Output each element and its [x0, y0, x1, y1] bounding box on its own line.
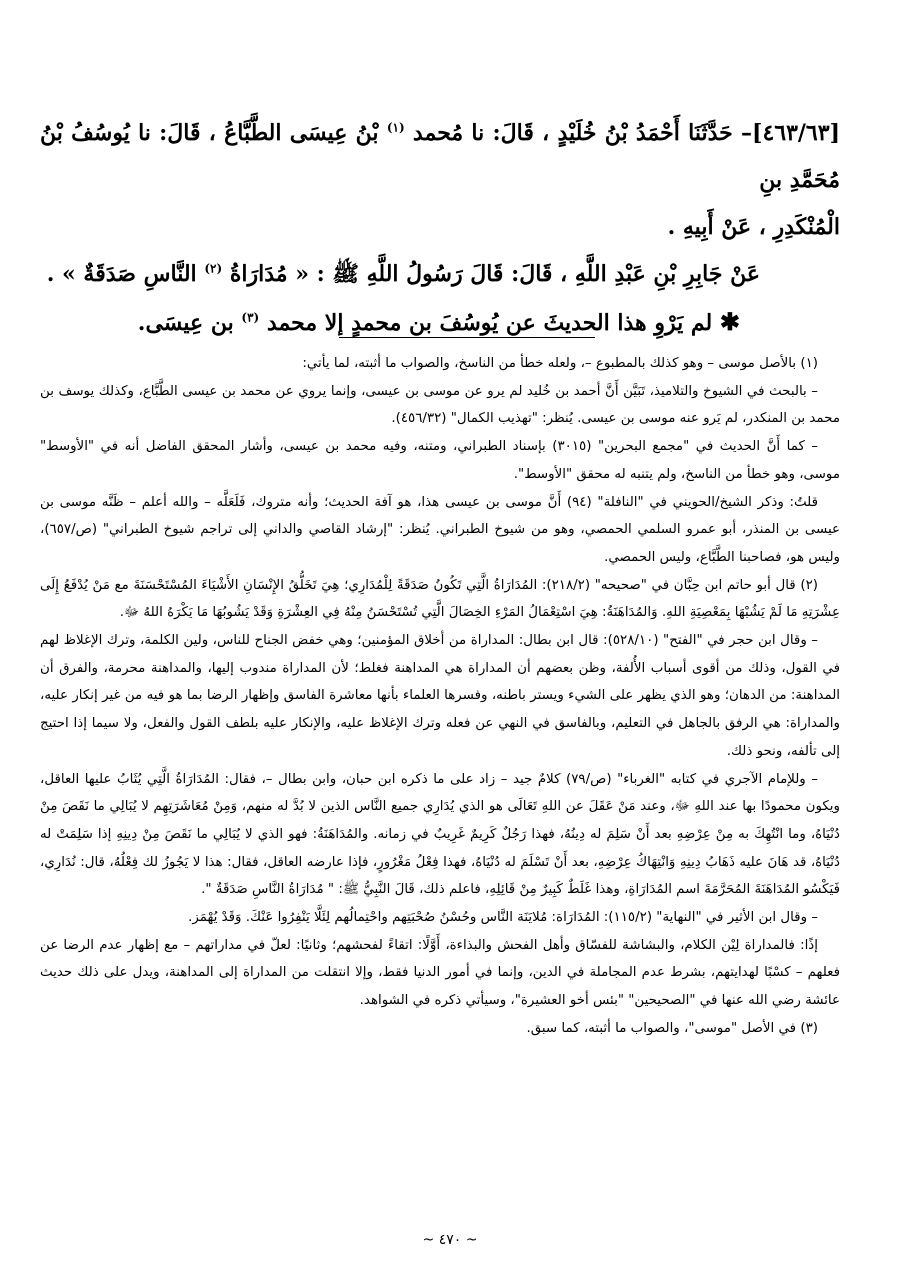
author-comment: ✱ لم يَرْوِ هذا الحديثَ عن يُوسُفَ بن محمدٍ إلا محمد $^{(٣)}$ بن عِيسَى. — [137, 307, 740, 336]
hadith-isnad-line-1: [٤٦٣/٦٣]– حَدَّثَنَا أَحْمَدُ بْنُ خُلَيْدٍ ، قَالَ: نا مُحمد $^{(١)}$ بْنُ عِيسَى الطَّبَّاعُ ، قَالَ: نا يُوسُفُ بْنُ مُحَمَّدِ بنِ — [40, 120, 840, 193]
hadith-text — [40, 110, 840, 347]
footnote-paragraph: (١) بالأصل موسى – وهو كذلك بالمطبوع –، ولعله خطأ من الناسخ، والصواب ما أثبته، لما يأتي: — [302, 356, 818, 371]
page-number: ~ ٤٧٠ ~ — [422, 1232, 478, 1248]
footnote-divider — [339, 337, 595, 338]
footnote-paragraph: (٣) في الأصل "موسى"، والصواب ما أثبته، كما سبق. — [526, 1020, 818, 1036]
footnote-paragraph: – وللإمام الآجري في كتابه "الغرباء" (ص/٧٩) كلامٌ جيد – زاد على ما ذكره ابن حبان، وابن بطال –، فقال: المُدَارَاةُ الَّتِي يُثَابُ عليها العاقل، ويكون محمودًا بها عند اللهِ ﷻ، وعند مَنْ عَقَلَ عن اللهِ تَعَالَى هو الذي يُدَارِي جميع النَّاس الذين لا بُدَّ له منهم، وَمِنْ مُعَاشَرَتِهِم لا يُبَالِي ما نَقَصَ مِنْ دُنْيَاهُ، وما انْتُهِكَ به مِنْ عِرْضِهِ بعد أَنْ سَلِمَ له دِينُهُ، فهذا رَجُلٌ كَرِيمٌ غَرِيبٌ في زمانه. والمُدَاهَنَةُ: فهو الذي لا يُبَالِي ما نَقَصَ مِنْ دِينِهِ إذا سَلِمَتْ له دُنْيَاهُ، قد هَانَ عليه ذَهَابُ دِينِهِ وَانْتِهَاكُ عِرْضِهِ، بعد أَنْ تَسْلَمَ له دُنْيَاهُ، فهذا فِعْلُ مَغْرُورٍ، فإذا عارضه العاقل، فقال: هذا لا يَجُوزُ لك فِعْلُهُ، قال: نُدَارِي، فَيَكْسُو المُدَاهَنَةَ المُحَرَّمَةَ اسم المُدَارَاةِ، وهذا غَلَطٌ كَبِيرٌ مِنْ قَائِلِهِ، فاعلم ذلك، قَالَ النَّبِيُّ ﷺ: " مُدَارَاةُ النَّاسِ صَدَقَةٌ ". — [40, 771, 840, 898]
footnotes-section — [40, 350, 840, 1043]
footnote-paragraph: – كما أَنَّ الحديث في "مجمع البحرين" (٣٠١٥) بإسناد الطبراني، ومتنه، وفيه محمد بن عيسى، وأشار المحقق الفاضل أنه في "الأوسط" موسى، وهو خطأ من الناسخ، ولم يتنبه له محقق "الأوسط". — [40, 439, 840, 482]
footnote-paragraph: – وقال ابن الأثير في "النهاية" (١١٥/٢): المُدَارَاة: مُلايَنَة النَّاس وحُسْنُ صُحْبَتِهم واحْتِمالُهم لِئَلَّا يَنْفِرُوا عَنْكَ. وَقَدْ يُهْمَز. — [188, 910, 818, 926]
footnote-ref-3[interactable]: (٣) — [241, 310, 260, 325]
footnote-ref-2[interactable]: (٢) — [204, 261, 223, 276]
hadith-isnad-line-2: الْمُنْكَدِرِ ، عَنْ أَبِيهِ . — [667, 214, 840, 240]
star-icon: ✱ — [719, 307, 740, 336]
footnote-paragraph: (٢) قال أبو حاتم ابن حِبَّان في "صحيحه" (٢١٨/٢): المُدَارَاةُ الَّتِي تَكُونُ صَدَقَةً لِلْمُدَارِي؛ هِيَ تَخَلُّقُ الإِنْسَانِ الأَشْيَاءَ المُسْتَحْسَنَةَ مع مَنْ يُدْفَعُ إِلَى عِشْرَتِهِ مَا لَمْ يَشُبْهَا بِمَعْصِيَةِ اللهِ. وَالمُدَاهَنَةُ: هِيَ اسْتِعْمَالُ المَرْءِ الخِصَالَ الَّتِي تُسْتَحْسَنُ مِنْهُ فِي العِشْرَةِ وَقَدْ يَشُوبُهَا مَا يَكْرَهُ اللهُ ﷻ. — [40, 577, 840, 621]
footnote-paragraph: – بالبحث في الشيوخ والتلاميذ، تَبَيَّن أَنَّ أحمد بن خُليد لم يرو عن موسى بن عيسى، وإنما يروي عن محمد بن عيسى الطَّبَّاع، وكذلك يوسف بن محمد بن المنكدر، لم يَرو عنه موسى بن عيسى. يُنظر: "تهذيب الكمال" (٤٥٦/٣٢). — [40, 383, 840, 427]
hadith-matn: عَنْ جَابِرِ بْنِ عَبْدِ اللَّهِ ، قَالَ: قَالَ رَسُولُ اللَّهِ ﷺ : « مُدَارَاةُ $^{(٢)}$ النَّاسِ صَدَقَةٌ » . — [46, 261, 760, 287]
footnote-paragraph: إذًا: فالمداراة لِيْن الكلام، والبشاشة للفسّاق وأهل الفحش والبذاءة، أَوَّلًا: اتقاءً لفحشهم؛ وثانيًا: لعلّ في مداراتهم – مع إظهار عدم الرضا عن فعلهم – كسْبًا لهدايتهم، بشرط عدم المجاملة في الدين، وإنما في أمور الدنيا فقط، وإلا انتقلت من المداراة إلى المداهنة، ويدل على ذلك حديث عائشة رضي الله عنها في "الصحيحين" "بئس أخو العشيرة"، وسيأتي ذكره في الشواهد. — [40, 937, 840, 1009]
footnote-ref-1[interactable]: (١) — [386, 120, 405, 135]
footnote-paragraph: – وقال ابن حجر في "الفتح" (٥٢٨/١٠): قال ابن بطال: المداراة من أخلاق المؤمنين؛ وهي خفض الجناح للناس، ولين الكلمة، وترك الإغلاظ لهم في القول، وذلك من أقوى أسباب الأُلفة، وظن بعضهم أن المداراة هي المداهنة فغلط؛ لأن المداراة مندوب إليها، والمداهنة محرمة، والفرق أن المداهنة: من الدهان؛ وهو الذي يظهر على الشيء ويستر باطنه، وفسرها العلماء بأنها معاشرة الفاسق وإظهار الرضا بما هو فيه من غير إنكار عليه، والمداراة: هي الرفق بالجاهل في التعليم، وبالفاسق في النهي عن فعله وترك الإغلاظ عليه، والإنكار عليه بلطف القول والفعل، ولا سيما إذا احتيج إلى تألفه، ونحو ذلك. — [40, 633, 840, 759]
footnote-paragraph: قلتُ: وذكر الشيخ/الحويني في "النافلة" (٩٤) أَنَّ موسى بن عيسى هذا، هو آفة الحديث؛ وأنه متروك، فَلَعَلَّه – والله أعلم – ظَنَّه موسى بن عيسى بن المنذر، أبو عمرو السلمي الحمصي، وهو من شيوخ الطبراني. يُنظر: "إرشاد القاصي والداني إلى تراجم شيوخ الطبراني" (ص/٦٥٧)، وليس هو، فصاحبنا الطَّبَّاع، وليس الحمصي. — [40, 494, 840, 565]
